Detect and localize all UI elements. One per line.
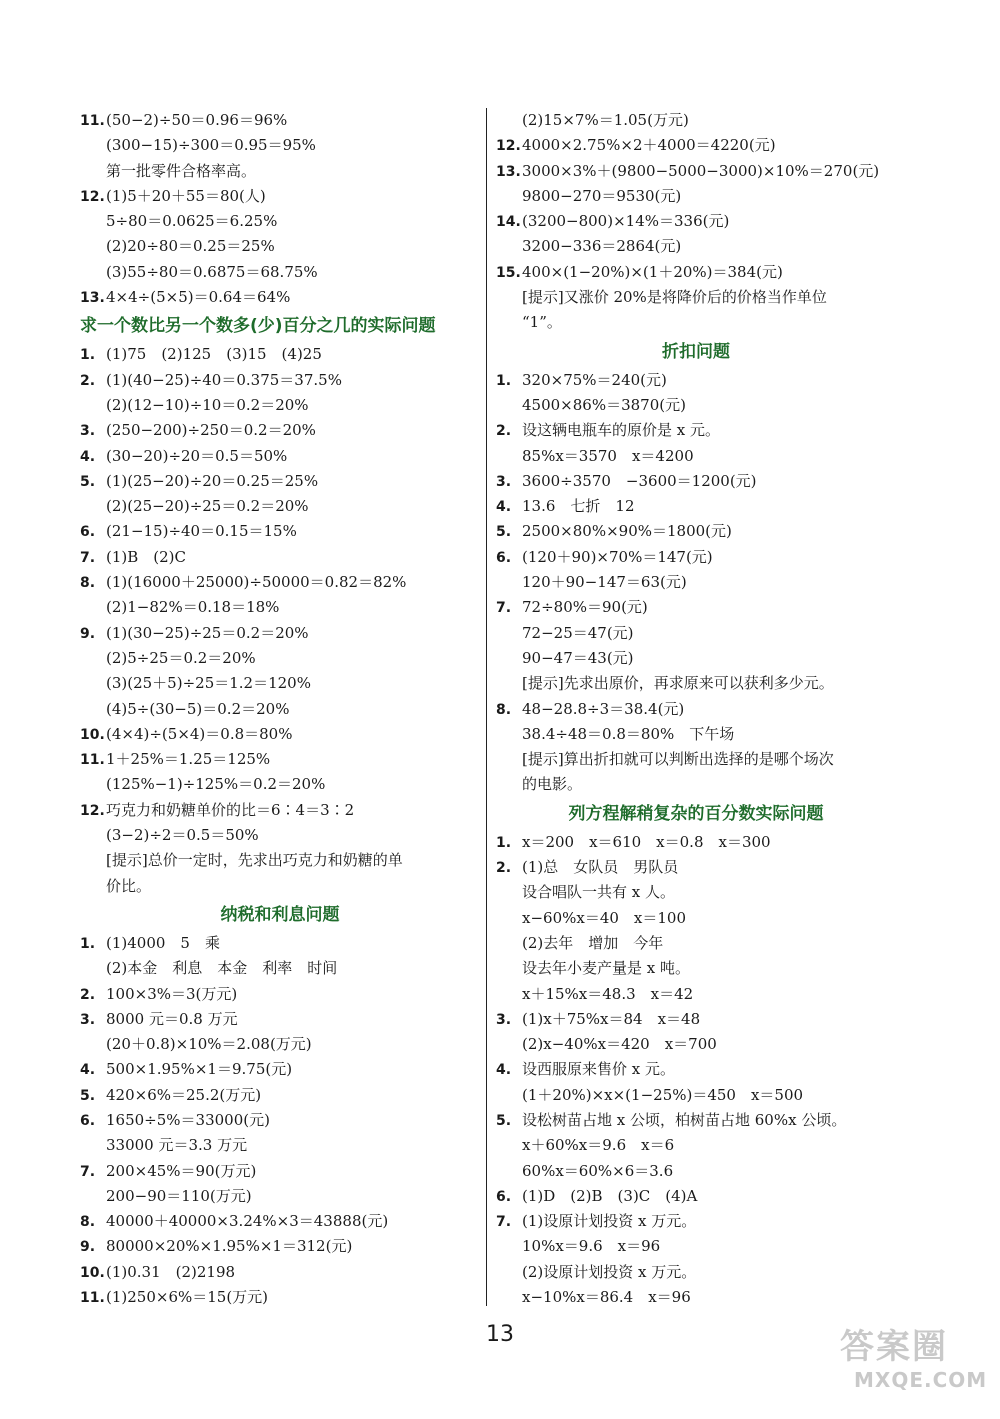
answer-line [80,722,480,747]
section-heading: 折扣问题 [662,341,730,362]
answer-text: 200−90＝110(万元) [106,1186,252,1205]
answer-line [496,1184,896,1209]
question-number: 11. [80,1290,105,1307]
answer-text: 设这辆电瓶车的原价是 x 元。 [522,421,720,440]
answer-text: 33000 元＝3.3 万元 [106,1136,248,1155]
answer-text: 设西服原来售价 x 元。 [522,1060,675,1079]
answer-text: 320×75%＝240(元) [522,370,667,389]
answer-line [496,956,896,981]
answer-line [496,621,896,646]
answer-text: 48−28.8÷3＝38.4(元) [522,699,685,718]
answer-text: 9800−270＝9530(元) [522,186,682,205]
answer-text: 价比。 [106,876,152,895]
answer-text: “1”。 [522,313,562,332]
answer-line [496,494,896,519]
answer-text: (1)B (2)C [106,547,186,566]
answer-line [80,519,480,544]
question-number: 4. [496,499,512,516]
answer-line [496,184,896,209]
answer-line [496,519,896,544]
answer-line [496,393,896,418]
answer-text: (21−15)÷40＝0.15＝15% [106,522,297,541]
question-number: 3. [496,1011,512,1028]
question-number: 6. [496,1188,512,1205]
answer-text: (120＋90)×70%＝147(元) [522,547,713,566]
answer-line [496,108,896,133]
answer-text: 1650÷5%＝33000(元) [106,1110,270,1129]
answer-text: (250−200)÷250＝0.2＝20% [106,421,316,440]
answer-text: (50−2)÷50＝0.96＝96% [106,111,288,129]
answer-line [80,368,480,393]
question-number: 2. [80,986,96,1003]
answer-line [496,1007,896,1032]
answer-line [80,184,480,209]
answer-line [80,260,480,285]
answer-text: 4×4÷(5×5)＝0.64＝64% [106,288,291,307]
answer-text: (1)0.31 (2)2198 [106,1262,236,1281]
question-number: 5. [80,473,96,490]
answer-text: x＋15%x＝48.3 x＝42 [522,984,694,1003]
answer-line [496,1032,896,1057]
answer-line [80,209,480,234]
answer-line [80,444,480,469]
answer-line [80,1209,480,1234]
section-heading: 列方程解稍复杂的百分数实际问题 [568,803,824,824]
answer-text: 72−25＝47(元) [522,623,634,642]
question-number: 7. [496,600,512,617]
answer-text: (1)(25−20)÷20＝0.25＝25% [106,471,319,490]
answer-line [496,747,896,772]
answer-line [80,1133,480,1158]
answer-text: (30−20)÷20＝0.5＝50% [106,446,288,465]
answer-line [80,1032,480,1057]
answer-line [80,133,480,158]
answer-line [80,697,480,722]
answer-line [496,1108,896,1133]
answer-line [80,931,480,956]
answer-text: (2)15×7%＝1.05(万元) [522,111,689,129]
answer-text: [提示]算出折扣就可以判断出选择的是哪个场次 [522,750,834,769]
watermark-text: 答案圈 [840,1327,948,1367]
answer-line [80,772,480,797]
answer-line [496,133,896,158]
answer-line [80,393,480,418]
answer-text: 38.4÷48＝0.8＝80% 下午场 [522,724,735,743]
answer-line [80,1007,480,1032]
answer-text: (2)(25−20)÷25＝0.2＝20% [106,497,309,516]
column-divider [486,108,487,1306]
answer-line [496,646,896,671]
question-number: 10. [80,726,105,743]
answer-line [80,1108,480,1133]
answer-line [496,418,896,443]
answer-line [496,209,896,234]
answer-line [80,159,480,184]
answer-line [80,1159,480,1184]
answer-line [496,285,896,310]
answer-line [496,469,896,494]
answer-line [496,260,896,285]
answer-line [80,1057,480,1082]
answer-text: 3200−336＝2864(元) [522,237,682,256]
answer-text: (3)(25＋5)÷25＝1.2＝120% [106,674,311,693]
answer-text: x＋60%x＝9.6 x＝6 [522,1136,675,1155]
answer-line [80,1083,480,1108]
answer-line [496,697,896,722]
answer-text: 设合唱队一共有 x 人。 [522,883,675,902]
answer-text: 8000 元＝0.8 万元 [106,1009,238,1028]
answer-text: 120＋90−147＝63(元) [522,573,687,592]
answer-text: (2)20÷80＝0.25＝25% [106,237,275,256]
answer-text: (3200−800)×14%＝336(元) [522,212,730,231]
answer-line [496,931,896,956]
question-number: 10. [80,1264,105,1281]
question-number: 14. [496,214,521,231]
answer-text: 3600÷3570 −3600＝1200(元) [522,471,757,490]
question-number: 13. [80,290,105,307]
answer-text: (2)1−82%＝0.18＝18% [106,598,280,617]
answer-text: 巧克力和奶糖单价的比＝6∶4＝3∶2 [106,800,355,819]
left-column [80,108,480,1310]
answer-line [80,621,480,646]
question-number: 1. [80,935,96,952]
answer-line [496,1285,896,1310]
answer-text: (1)4000 5 乘 [106,933,220,952]
answer-line [80,1234,480,1259]
answer-text: 200×45%＝90(万元) [106,1161,257,1180]
answer-line [80,342,480,367]
question-number: 3. [80,1011,96,1028]
answer-text: 1＋25%＝1.25＝125% [106,750,271,769]
answer-text: (300−15)÷300＝0.95＝95% [106,136,316,155]
answer-text: 10%x＝9.6 x＝96 [522,1237,661,1256]
section-heading: 纳税和利息问题 [220,904,340,925]
question-number: 6. [80,1112,96,1129]
question-number: 12. [80,188,105,205]
answer-line [496,1083,896,1108]
answer-line [80,595,480,620]
answer-text: 100×3%＝3(万元) [106,984,238,1003]
answer-text: (2)5÷25＝0.2＝20% [106,648,256,667]
answer-text: x−60%x＝40 x＝100 [522,908,687,927]
answer-text: 13.6 七折 12 [522,497,635,516]
answer-line [80,494,480,519]
answer-text: (2)去年 增加 今年 [522,933,664,952]
question-number: 2. [80,372,96,389]
answer-line [80,848,480,873]
answer-line [496,1133,896,1158]
answer-text: (1)(30−25)÷25＝0.2＝20% [106,623,309,642]
question-number: 6. [80,524,96,541]
answer-line [80,418,480,443]
answer-text: (1)x＋75%x＝84 x＝48 [522,1009,701,1028]
answer-line [496,1057,896,1082]
answer-line [496,722,896,747]
answer-text: 90−47＝43(元) [522,648,634,667]
question-number: 5. [80,1087,96,1104]
answer-line [496,830,896,855]
answer-text: (4)5÷(30−5)＝0.2＝20% [106,699,290,718]
answer-line [496,234,896,259]
answer-line [80,956,480,981]
question-number: 11. [80,752,105,769]
answer-line [496,159,896,184]
answer-text: 设松树苗占地 x 公顷，柏树苗占地 60%x 公顷。 [522,1110,847,1129]
answer-text: (2)设原计划投资 x 万元。 [522,1262,697,1281]
question-number: 7. [80,1163,96,1180]
question-number: 4. [80,1062,96,1079]
answer-text: [提示]总价一定时，先求出巧克力和奶糖的单 [106,851,403,870]
question-number: 2. [496,860,512,877]
answer-line [496,595,896,620]
section-heading: 求一个数比另一个数多(少)百分之几的实际问题 [80,316,436,337]
answer-line [80,285,480,310]
answer-text: 80000×20%×1.95%×1＝312(元) [106,1237,353,1256]
answer-text: 4500×86%＝3870(元) [522,395,686,414]
question-number: 2. [496,423,512,440]
answer-line [80,469,480,494]
answer-line [80,671,480,696]
question-number: 13. [496,163,521,180]
answer-text: (1)250×6%＝15(万元) [106,1288,269,1307]
question-number: 4. [80,448,96,465]
answer-line [80,545,480,570]
question-number: 8. [80,1214,96,1231]
answer-line [496,444,896,469]
answer-text: (3−2)÷2＝0.5＝50% [106,826,259,845]
answer-line [80,1285,480,1310]
answer-line [496,880,896,905]
answer-text: 40000＋40000×3.24%×3＝43888(元) [106,1212,389,1231]
question-number: 6. [496,549,512,566]
question-number: 4. [496,1062,512,1079]
question-number: 5. [496,1112,512,1129]
answer-text: (4×4)÷(5×4)＝0.8＝80% [106,724,293,743]
answer-text: 72÷80%＝90(元) [522,598,648,617]
answer-line [80,982,480,1007]
question-number: 7. [80,549,96,566]
question-number: 5. [496,524,512,541]
answer-text: 2500×80%×90%＝1800(元) [522,522,732,541]
question-number: 8. [80,575,96,592]
question-number: 9. [80,1239,96,1256]
answer-line [496,772,896,797]
answer-text: (20＋0.8)×10%＝2.08(万元) [106,1035,312,1054]
answer-line [80,108,480,133]
answer-line [496,545,896,570]
answer-line [496,1159,896,1184]
answer-text: 500×1.95%×1＝9.75(元) [106,1060,293,1079]
answer-text: 85%x＝3570 x＝4200 [522,446,694,465]
answer-text: (2)本金 利息 本金 利率 时间 [106,959,338,978]
answer-line [80,1184,480,1209]
answer-text: 第一批零件合格率高。 [106,161,257,180]
question-number: 12. [80,802,105,819]
answer-text: 的电影。 [522,775,583,794]
answer-text: 420×6%＝25.2(万元) [106,1085,262,1104]
answer-text: 设去年小麦产量是 x 吨。 [522,959,690,978]
answer-text: (1)设原计划投资 x 万元。 [522,1212,697,1231]
answer-text: (1)D (2)B (3)C (4)A [522,1186,698,1205]
answer-line [80,1260,480,1285]
answer-text: (2)(12−10)÷10＝0.2＝20% [106,395,309,414]
answer-text: 4000×2.75%×2＋4000＝4220(元) [522,136,776,155]
answer-text: 5÷80＝0.0625＝6.25% [106,212,278,231]
answer-line [496,1209,896,1234]
answer-text: x＝200 x＝610 x＝0.8 x＝300 [522,832,771,851]
answer-line [496,982,896,1007]
answer-text: (2)x−40%x＝420 x＝700 [522,1035,717,1054]
answer-text: (1)75 (2)125 (3)15 (4)25 [106,345,322,364]
answer-text: (1)(40−25)÷40＝0.375＝37.5% [106,370,342,389]
answer-text: (1)5＋20＋55＝80(人) [106,186,266,205]
answer-text: [提示]先求出原价，再求原来可以获利多少元。 [522,674,834,693]
answer-line [80,646,480,671]
page-number: 13 [486,1322,514,1347]
answer-text: [提示]又涨价 20%是将降价后的价格当作单位 [522,288,827,307]
answer-line [496,570,896,595]
question-number: 8. [496,701,512,718]
answer-line [80,823,480,848]
answer-text: 3000×3%＋(9800−5000−3000)×10%＝270(元) [522,161,880,180]
answer-line [80,570,480,595]
answer-line [496,368,896,393]
answer-text: (125%−1)÷125%＝0.2＝20% [106,775,326,794]
answer-line [496,671,896,696]
answer-line [496,1260,896,1285]
answer-line [496,906,896,931]
question-number: 11. [80,113,105,129]
answer-line [496,310,896,335]
question-number: 3. [80,423,96,440]
right-column [496,108,896,1310]
answer-line [496,1234,896,1259]
question-number: 7. [496,1214,512,1231]
answer-line [80,798,480,823]
question-number: 12. [496,138,521,155]
question-number: 1. [496,372,512,389]
question-number: 15. [496,264,521,281]
question-number: 9. [80,625,96,642]
answer-text: (3)55÷80＝0.6875＝68.75% [106,262,318,281]
answer-line [496,855,896,880]
answer-text: (1)总 女队员 男队员 [522,858,679,877]
answer-line [80,747,480,772]
answer-text: (1)(16000＋25000)÷50000＝0.82＝82% [106,573,407,592]
question-number: 1. [496,834,512,851]
answer-line [80,234,480,259]
answer-line [80,874,480,899]
answer-text: 60%x＝60%×6＝3.6 [522,1161,674,1180]
question-number: 1. [80,347,96,364]
watermark-logo [840,1319,988,1401]
question-number: 3. [496,473,512,490]
answer-text: x−10%x＝86.4 x＝96 [522,1288,691,1307]
answer-text: (1＋20%)×x×(1−25%)＝450 x＝500 [522,1085,804,1104]
answer-text: 400×(1−20%)×(1＋20%)＝384(元) [522,262,783,281]
watermark-url: MXQE.COM [854,1368,988,1392]
